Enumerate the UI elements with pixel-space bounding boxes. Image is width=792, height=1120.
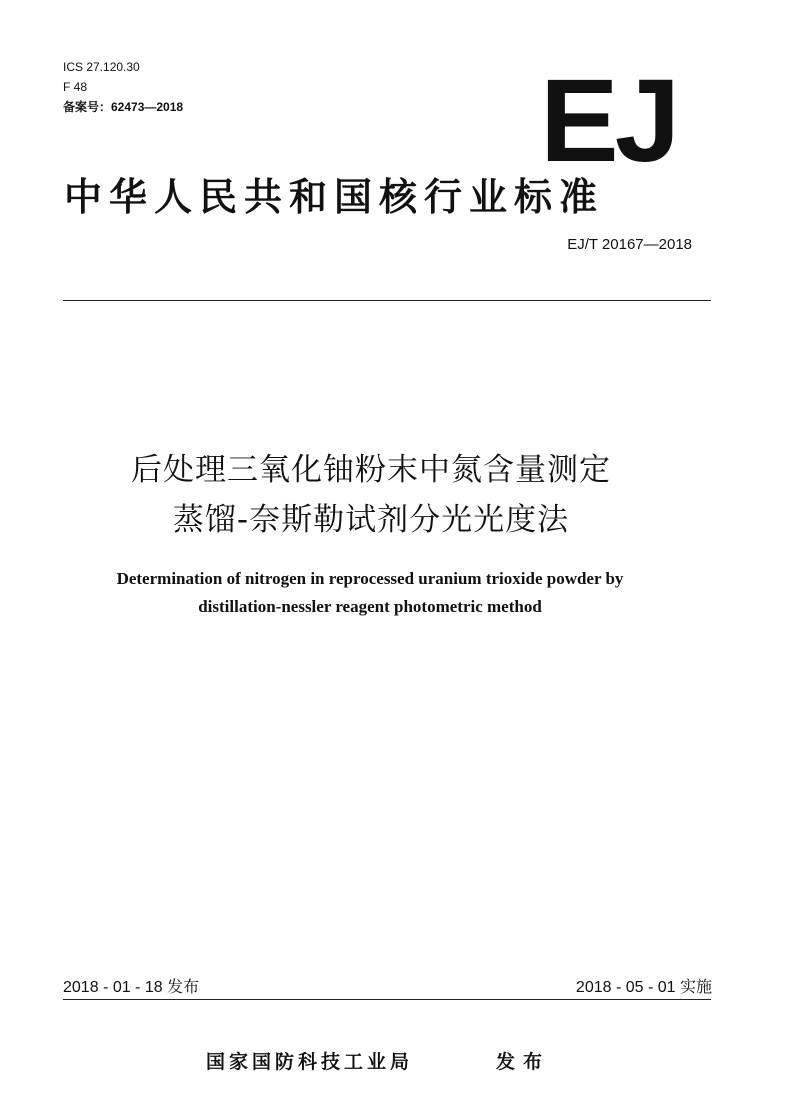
bottom-divider bbox=[63, 999, 711, 1000]
implementation-date: 2018 - 05 - 01 实施 bbox=[575, 979, 712, 996]
top-divider bbox=[63, 300, 711, 301]
title-english-line-2: distillation-nessler reagent photometric method bbox=[198, 597, 542, 616]
title-chinese-line-1: 后处理三氧化铀粉末中氮含量测定 bbox=[131, 452, 611, 488]
title-english-line-1: Determination of nitrogen in reprocessed uranium trioxide powder by bbox=[116, 569, 624, 588]
record-number: 备案号：62473—2018 bbox=[63, 100, 184, 114]
standard-name: 中华人民共和国核行业标准 bbox=[64, 175, 605, 219]
publish-label: 发布 bbox=[496, 1051, 551, 1073]
publisher-name: 国家国防科技工业局 bbox=[206, 1051, 414, 1073]
ics-code: ICS 27.120.30 bbox=[63, 60, 140, 74]
title-chinese-line-2: 蒸馏-奈斯勒试剂分光光度法 bbox=[172, 502, 570, 538]
classification-code: F 48 bbox=[63, 80, 88, 94]
ej-logo: EJ bbox=[540, 55, 677, 187]
issue-date: 2018 - 01 - 18 发布 bbox=[63, 979, 200, 996]
standard-number: EJ/T 20167—2018 bbox=[567, 236, 692, 253]
